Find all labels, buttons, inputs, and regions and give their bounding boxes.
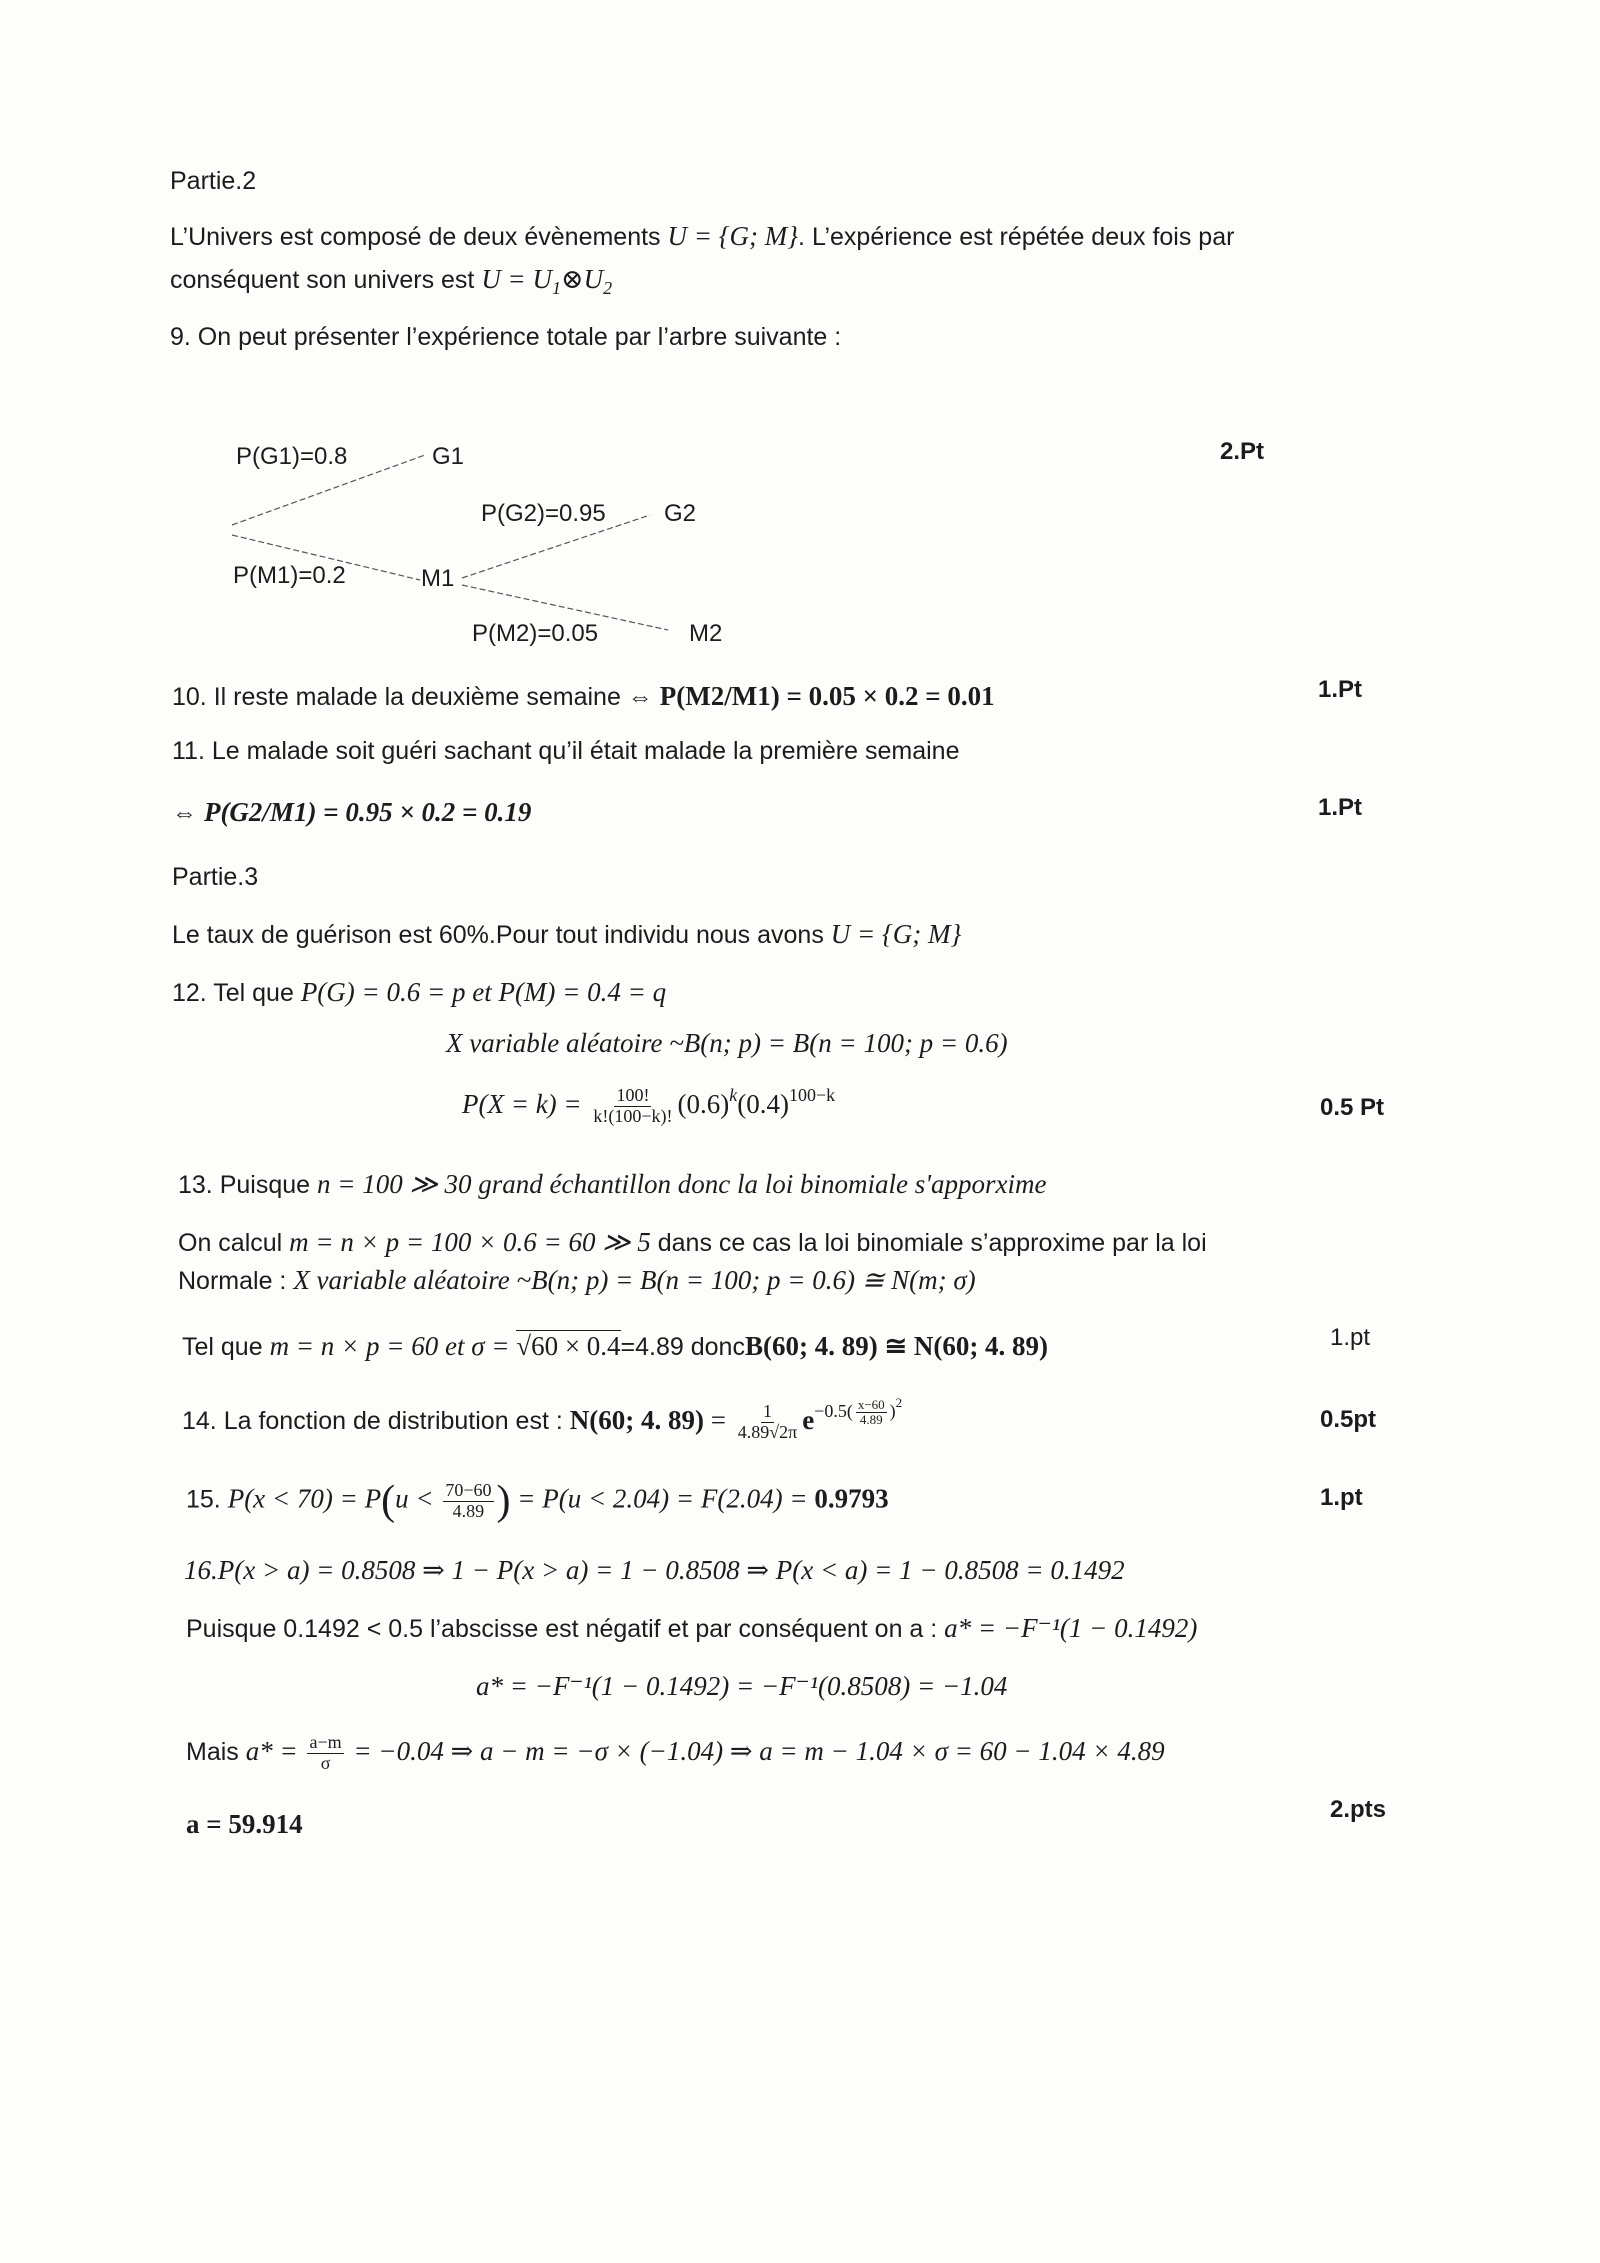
- points-q14: 0.5pt: [1320, 1406, 1377, 1433]
- q13-formula: n = 100 ≫ 30 grand échantillon donc la loi binomiale s'apporxime: [317, 1169, 1047, 1199]
- q13-prefix: 13. Puisque: [178, 1171, 317, 1199]
- tree-label-pg1: P(G1)=0.8: [236, 443, 348, 470]
- intro-text-2: . L’expérience est répétée deux fois par: [798, 223, 1235, 251]
- q10-formula: P(M2/M1) = 0.05 × 0.2 = 0.01: [659, 681, 995, 711]
- q13-sqrt: √60 × 0.4: [516, 1331, 621, 1361]
- q16-astar-def: a* = −F⁻¹(1 − 0.1492): [944, 1613, 1198, 1643]
- points-q9: 2.Pt: [1220, 438, 1265, 465]
- tree-node-g2: G2: [664, 500, 697, 527]
- q11-equiv: ⇔: [172, 799, 204, 827]
- partie2-heading: Partie.2: [170, 167, 257, 195]
- partie3-universe-math: U = {G; M}: [830, 919, 962, 949]
- question-13: [178, 1168, 1046, 1200]
- question-15: 15. P(x < 70) = P(u < $\frac{70-60}{4.89}$ ) = P(u < 2.04) = F(2.04) = 0.9793: [186, 1478, 889, 1524]
- q13-mean-calc: m = n × p = 100 × 0.6 = 60 ≫ 5: [289, 1227, 651, 1257]
- q16-line4: Mais a* = $\frac{a-m}{\sigma}$ = −0.04 ⇒ a − m = −σ × (−1.04) ⇒ a = m − 1.04 × σ = 60 − 1.04 × 4.89: [186, 1732, 1165, 1773]
- q16-line3: a* = −F⁻¹(1 − 0.1492) = −F⁻¹(0.8508) = −1.04: [476, 1671, 1008, 1701]
- question-14: 14. La fonction de distribution est : N(60; 4. 89) = $\frac{1}{4.89√2\pi}$ $e^{-0.5( \frac{x-60}{4.89} )^2}$: [182, 1395, 903, 1442]
- q13-line2: On calcul m = n × p = 100 × 0.6 = 60 ≫ 5 dans ce cas la loi binomiale s’approxime par la loi: [178, 1227, 1207, 1257]
- points-q12: 0.5 Pt: [1320, 1094, 1385, 1121]
- q13-line4: Tel que m = n × p = 60 et σ = √60 × 0.4=4.89 doncB(60; 4. 89) ≅ N(60; 4. 89): [182, 1331, 1049, 1361]
- partie3-sentence: Le taux de guérison est 60%.Pour tout individu nous avons: [172, 921, 831, 949]
- tree-node-m1: M1: [421, 565, 455, 592]
- q12-prefix: 12. Tel que: [172, 979, 301, 1007]
- q10-text: 10. Il reste malade la deuxième semaine ⇔: [172, 683, 660, 711]
- points-q15: 1.pt: [1320, 1484, 1363, 1511]
- question-9: 9. On peut présenter l’expérience totale par l’arbre suivante :: [170, 323, 842, 351]
- points-q10: 1.Pt: [1318, 676, 1363, 703]
- q15-result: 0.9793: [814, 1483, 889, 1514]
- q12-pmf: P(X = k) = $\frac{100!}{k!(100-k)!}$ $(0.6)^k(0.4)^{100-k}$: [462, 1085, 836, 1126]
- points-q11: 1.Pt: [1318, 794, 1363, 821]
- q14-exponent: −0.5( x−60 4.89 )2: [814, 1395, 903, 1428]
- q12-pmf-fraction: $\frac{100!}{k!(100-k)!}$: [593, 1085, 673, 1126]
- q13-line3: Normale : X variable aléatoire ~B(n; p) = B(n = 100; p = 0.6) ≅ N(m; σ): [178, 1265, 976, 1295]
- q16-fraction: $\frac{a-m}{\sigma}$: [309, 1732, 342, 1773]
- question-11-formula-line: [172, 796, 531, 828]
- partie3-text: [172, 918, 961, 950]
- intro-text-3: conséquent son univers est: [170, 266, 482, 294]
- q16-line2: Puisque 0.1492 < 0.5 l’abscisse est négatif et par conséquent on a : a* = −F⁻¹(1 − 0.1492): [186, 1613, 1198, 1643]
- q13-normal-approx: X variable aléatoire ~B(n; p) = B(n = 100; p = 0.6) ≅ N(m; σ): [293, 1265, 976, 1295]
- tree-node-g1: G1: [432, 443, 465, 470]
- q13-result: B(60; 4. 89) ≅ N(60; 4. 89): [744, 1331, 1049, 1361]
- question-12: [172, 976, 666, 1008]
- q14-fraction: $\frac{1}{4.89√2\pi}$: [737, 1401, 798, 1442]
- q12-formula: P(G) = 0.6 = p et P(M) = 0.4 = q: [300, 977, 667, 1007]
- q11-formula: P(G2/M1) = 0.95 × 0.2 = 0.19: [203, 797, 532, 827]
- question-11: 11. Le malade soit guéri sachant qu’il était malade la première semaine: [172, 737, 960, 765]
- tree-label-pm2: P(M2)=0.05: [472, 620, 599, 647]
- q12-binomial-def: X variable aléatoire ~B(n; p) = B(n = 100; p = 0.6): [446, 1028, 1008, 1058]
- intro-text: L’Univers est composé de deux évènements: [170, 223, 668, 251]
- intro-universe-math: U = {G; M}: [667, 221, 799, 251]
- q16-result: a = 59.914: [186, 1809, 303, 1839]
- tree-label-pm1: P(M1)=0.2: [233, 562, 346, 589]
- tree-node-m2: M2: [689, 620, 723, 647]
- universe-product-math: $U = U_1\otimes U_2$: [481, 264, 613, 298]
- points-q16: 2.pts: [1330, 1796, 1387, 1823]
- tree-label-pg2: P(G2)=0.95: [481, 500, 606, 527]
- q15-fraction: $\frac{70-60}{4.89}$: [445, 1479, 492, 1521]
- question-10: [172, 680, 995, 712]
- points-q13: 1.pt: [1330, 1324, 1371, 1351]
- question-16: 16.P(x > a) = 0.8508 ⇒ 1 − P(x > a) = 1 − 0.8508 ⇒ P(x < a) = 1 − 0.8508 = 0.1492: [184, 1555, 1125, 1585]
- partie3-heading: Partie.3: [172, 863, 259, 891]
